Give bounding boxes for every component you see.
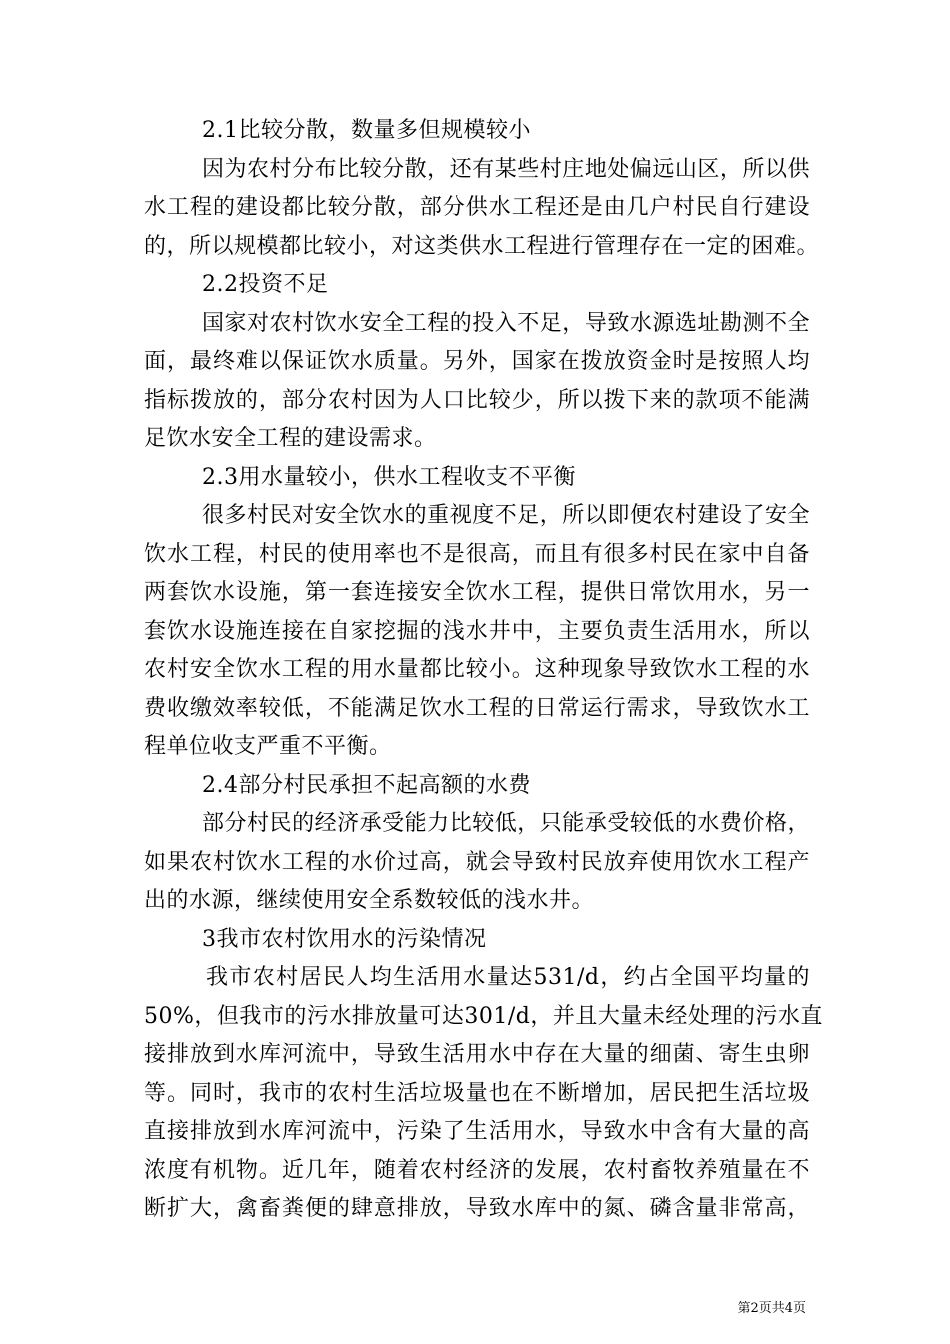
paragraph-line: 因为农村分布比较分散，还有某些村庄地处偏远山区，所以供 [202, 156, 810, 182]
paragraph-line: 很多村民对安全饮水的重视度不足，所以即便农村建设了安全 [202, 503, 810, 528]
paragraph-line: 等。同时，我市的农村生活垃圾量也在不断增加，居民把生活垃圾 [144, 1080, 810, 1106]
paragraph-line: 指标拨放的，部分农村因为人口比较少，所以拨下来的款项不能满 [144, 387, 810, 413]
document-body [144, 112, 823, 1229]
paragraph-line: 费收缴效率较低，不能满足饮水工程的日常运行需求，导致饮水工 [144, 695, 810, 721]
section-heading: 2.2投资不足 [202, 272, 329, 297]
paragraph-line: 断扩大，禽畜粪便的肆意排放，导致水库中的氮、磷含量非常高， [144, 1196, 810, 1221]
paragraph-line: 出的水源，继续使用安全系数较低的浅水井。 [144, 888, 595, 913]
paragraph-line: 两套饮水设施，第一套连接安全饮水工程，提供日常饮用水，另一 [144, 580, 810, 605]
section-heading: 2.4部分村民承担不起高额的水费 [202, 772, 531, 798]
paragraph-line: 接排放到水库河流中，导致生活用水中存在大量的细菌、寄生虫卵 [144, 1042, 810, 1067]
paragraph-line: 饮水工程，村民的使用率也不是很高，而且有很多村民在家中自备 [144, 541, 810, 567]
paragraph-line: 如果农村饮水工程的水价过高，就会导致村民放弃使用饮水工程产 [144, 849, 810, 875]
paragraph-line: 套饮水设施连接在自家挖掘的浅水井中，主要负责生活用水，所以 [144, 618, 810, 644]
paragraph-line: 面，最终难以保证饮水质量。另外，国家在拨放资金时是按照人均 [144, 349, 810, 374]
paragraph-line: 直接排放到水库河流中，污染了生活用水，导致水中含有大量的高 [144, 1119, 810, 1144]
paragraph-line: 水工程的建设都比较分散，部分供水工程还是由几户村民自行建设 [144, 195, 810, 220]
paragraph-line: 我市农村居民人均生活用水量达531/d，约占全国平均量的 [206, 965, 810, 990]
paragraph-line: 国家对农村饮水安全工程的投入不足，导致水源选址勘测不全 [202, 310, 810, 336]
section-heading: 2.3用水量较小，供水工程收支不平衡 [202, 464, 576, 490]
section-heading: 3我市农村饮用水的污染情况 [202, 926, 487, 952]
paragraph-line: 部分村民的经济承受能力比较低，只能承受较低的水费价格， [202, 811, 810, 836]
paragraph-line: 程单位收支严重不平衡。 [144, 734, 392, 759]
paragraph-line: 农村安全饮水工程的用水量都比较小。这种现象导致饮水工程的水 [144, 657, 810, 682]
section-heading: 2.1比较分散，数量多但规模较小 [202, 118, 531, 143]
paragraph-line: 浓度有机物。近几年，随着农村经济的发展，农村畜牧养殖量在不 [144, 1157, 810, 1183]
page-number: 第2页共4页 [737, 1301, 806, 1316]
paragraph-line: 50%，但我市的污水排放量可达301/d，并且大量未经处理的污水直 [144, 1003, 823, 1029]
paragraph-line: 的，所以规模都比较小，对这类供水工程进行管理存在一定的困难。 [144, 233, 820, 259]
paragraph-line: 足饮水安全工程的建设需求。 [144, 426, 437, 451]
